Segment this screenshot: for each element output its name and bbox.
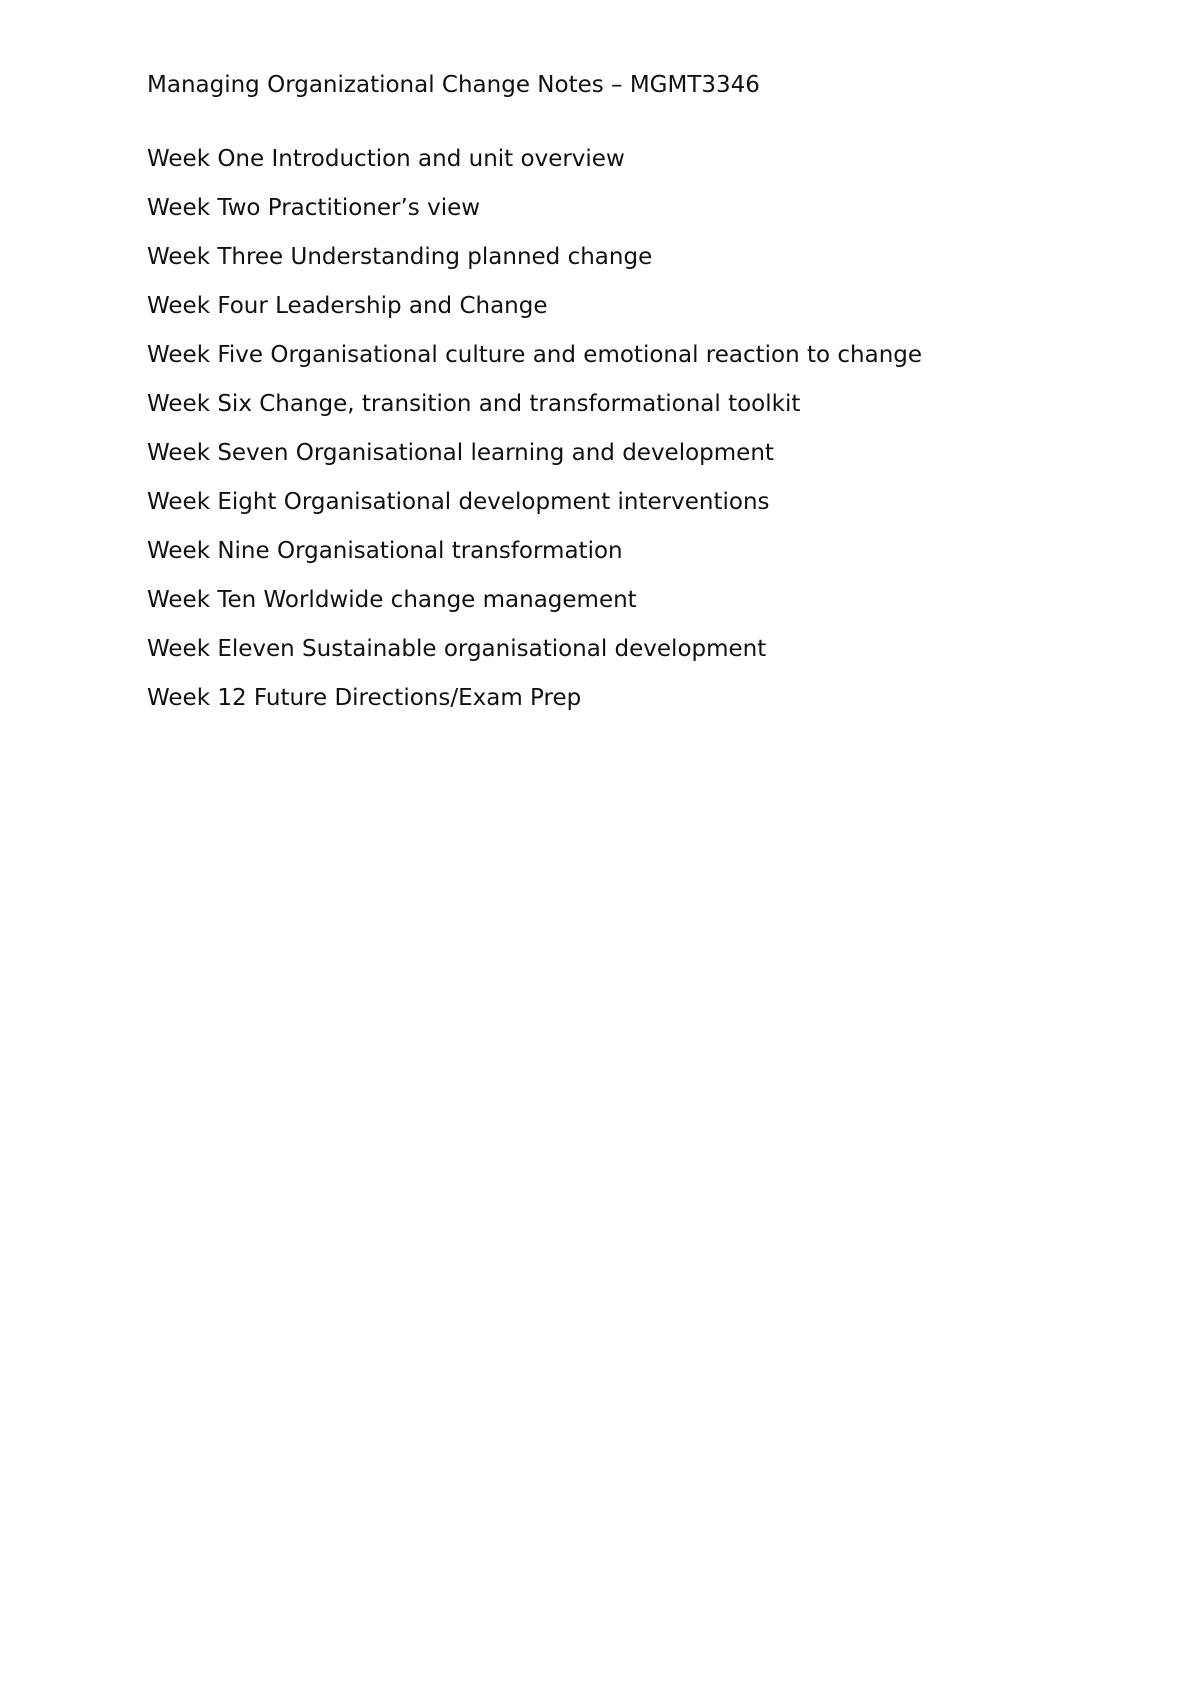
week-item-7: Week Seven Organisational learning and development	[147, 440, 774, 466]
week-item-10: Week Ten Worldwide change management	[147, 587, 637, 613]
document-title: Managing Organizational Change Notes – MGMT3346	[147, 72, 760, 98]
week-item-6: Week Six Change, transition and transformational toolkit	[147, 391, 801, 417]
week-list	[147, 144, 922, 732]
week-item-1: Week One Introduction and unit overview	[147, 146, 625, 172]
week-item-4: Week Four Leadership and Change	[147, 293, 548, 319]
week-item-2: Week Two Practitioner’s view	[147, 195, 481, 221]
week-item-9: Week Nine Organisational transformation	[147, 538, 623, 564]
week-item-3: Week Three Understanding planned change	[147, 244, 653, 270]
week-item-5: Week Five Organisational culture and emotional reaction to change	[147, 342, 923, 368]
week-item-11: Week Eleven Sustainable organisational development	[147, 636, 767, 662]
week-item-12: Week 12 Future Directions/Exam Prep	[147, 685, 582, 711]
week-item-8: Week Eight Organisational development interventions	[147, 489, 770, 515]
